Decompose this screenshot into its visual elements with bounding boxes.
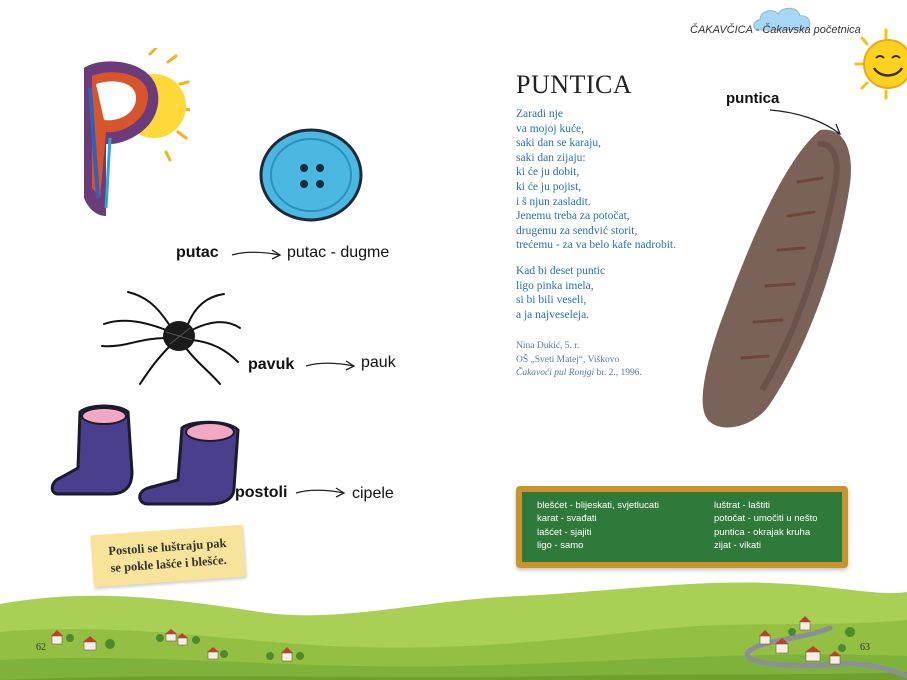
sticky-note (90, 525, 245, 587)
credit-school: OŠ „Sveti Matej“, Viškovo (516, 354, 620, 365)
word-postoli: postoli (235, 484, 288, 501)
page-number-right: 63 (860, 642, 870, 653)
poem-line: ki će ju pojist, (516, 180, 582, 193)
poem-text (516, 107, 676, 322)
poem-line: ki će ju dobit, (516, 166, 580, 179)
glossary-entry: lašćet - sjajiti (537, 526, 592, 538)
note-line: Postoli se luštraju pak (107, 535, 227, 559)
word-pavuk: pavuk (248, 356, 295, 373)
running-head: ČAKAVČICA - Čakavska početnica (690, 24, 861, 36)
poem-line: si bi bili veseli, (516, 294, 587, 307)
poem-line: saki dan zijaju: (516, 151, 586, 164)
glossary-entry: luštrat - laštiti (714, 500, 770, 511)
translation-putac: putac - dugme (287, 244, 390, 261)
credit-author: Nina Dukić, 5. r. (516, 341, 580, 351)
glossary-board (516, 486, 848, 568)
credit-source-title: Čakavoći pul Ronjgi (516, 368, 595, 378)
glossary-entry: blešćet - blijeskati, svjetlucati (537, 500, 659, 511)
poem-line: drugemu za sendvić storit, (516, 224, 638, 237)
poem-credit (516, 340, 642, 381)
arrow-icon (230, 246, 284, 262)
glossary-entry: puntica - okrajak kruha (714, 526, 811, 538)
button-illustration (258, 126, 364, 224)
poem-line: trećemu - za va belo kafe nadrobit. (516, 239, 676, 252)
word-putac: putac (176, 244, 219, 261)
smiling-sun-icon (852, 28, 907, 100)
poem-line: Kad bi deset puntic (516, 264, 606, 277)
arrow-icon (304, 357, 358, 373)
poem-line: i š njun zasladit. (516, 195, 591, 208)
bread-crust-illustration (700, 124, 860, 436)
poem-line: Zaradi nje (516, 108, 563, 120)
arrow-icon (294, 484, 348, 500)
poem-line: a ja najveseleja. (516, 308, 590, 321)
page-number-left: 62 (36, 642, 46, 653)
image-label-puntica: puntica (726, 90, 780, 107)
glossary-entry: ligo - samo (537, 540, 584, 552)
glossary-entry: karat - svađati (537, 513, 597, 525)
credit-source-rest: br. 2., 1996. (594, 368, 642, 378)
poem-title: PUNTICA (516, 70, 633, 99)
translation-pavuk: pauk (361, 354, 396, 371)
spider-illustration (100, 290, 244, 386)
poem-line: Jenemu treba za potočat, (516, 210, 630, 223)
translation-postoli: cipele (352, 485, 394, 502)
note-line: se pokle lašće i blešće. (110, 552, 228, 576)
glossary-entry: potočat - umočiti u nešto (714, 513, 818, 525)
poem-line: ligo pinka imela, (516, 279, 594, 292)
poem-line: saki dan se karaju, (516, 137, 601, 150)
glossary-entry: zijat - vikati (714, 540, 761, 552)
poem-line: va mojoj kuće, (516, 122, 585, 135)
shoes-illustration (50, 402, 246, 506)
letter-p-illustration (70, 48, 190, 224)
